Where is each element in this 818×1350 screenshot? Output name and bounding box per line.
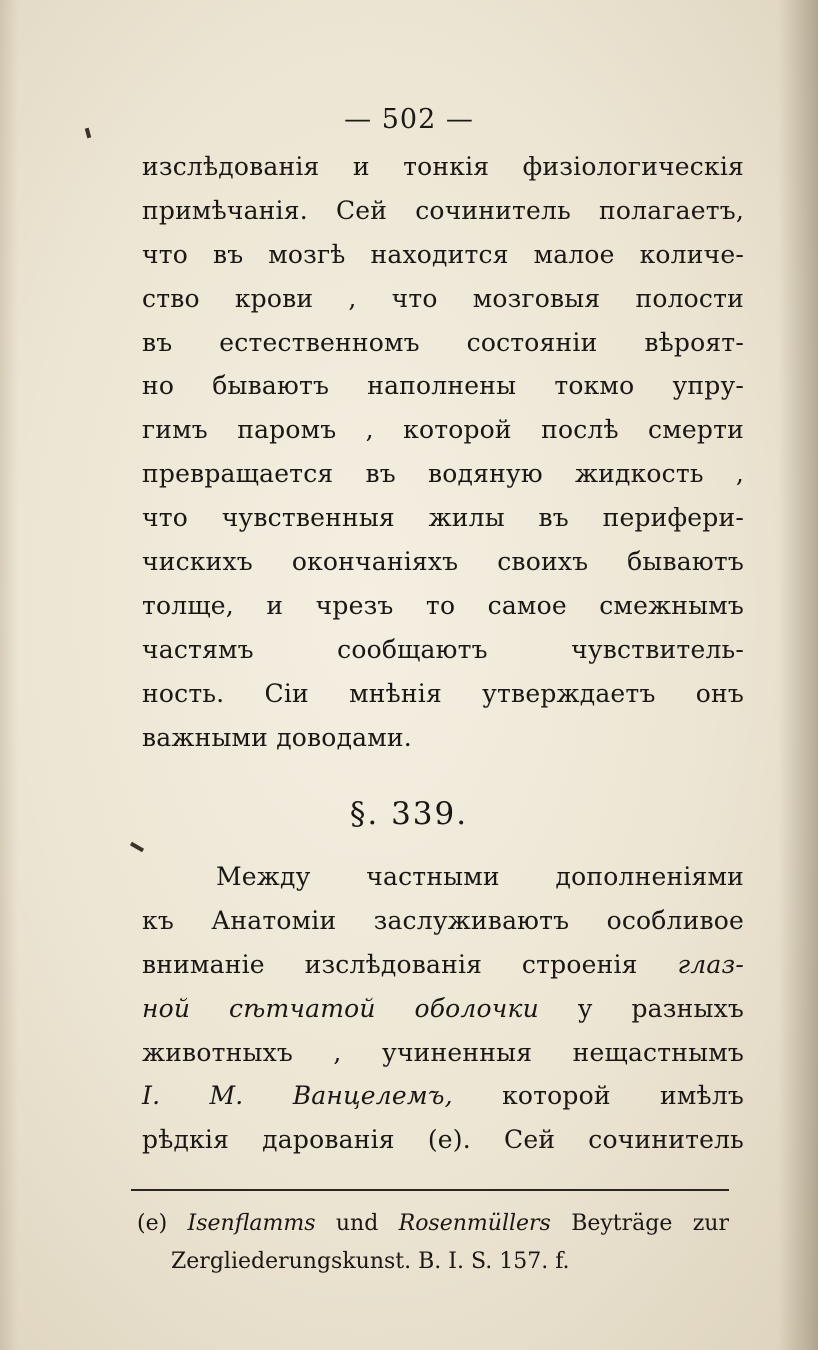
text-line: животныхъ , учиненныя нещастнымъ — [142, 1037, 744, 1067]
text-line — [142, 1074, 744, 1118]
footnote-rule — [131, 1189, 729, 1191]
text-line: къ Анатоміи заслуживаютъ особливое — [142, 905, 744, 935]
text-line: превращается въ водяную жидкость , — [142, 459, 744, 489]
italic-run: Rosenmüllers — [398, 1211, 551, 1236]
text-line: изслѣдованія и тонкія физіологическія — [142, 152, 744, 181]
footnote-line — [137, 1205, 729, 1243]
page-edge-left — [0, 0, 18, 1350]
paragraph-2 — [142, 855, 744, 1162]
footnote-line: Zergliederungskunst. B. I. S. 157. f. — [171, 1249, 570, 1274]
italic-run: ной сѣтчатой оболочки — [142, 993, 539, 1023]
text-run: у разныхъ — [577, 993, 744, 1023]
text-line: ность. Сіи мнѣнія утверждаетъ онъ — [142, 678, 744, 708]
text-line: что въ мозгѣ находится малое количе- — [142, 239, 744, 269]
text-line: рѣдкія дарованія (е). Сей сочинитель — [142, 1125, 744, 1155]
italic-run: глаз- — [677, 949, 744, 979]
text-run: und — [335, 1211, 379, 1236]
text-line: Между частными дополненіями — [216, 862, 744, 891]
text-line: ство крови , что мозговыя полости — [142, 283, 744, 313]
text-line: но бываютъ наполнены токмо упру- — [142, 371, 744, 401]
paragraph-1 — [142, 145, 744, 759]
footnote-marker: (е) — [137, 1211, 168, 1236]
text-run: вниманіе изслѣдованія строенія — [142, 949, 638, 979]
text-line: частямъ сообщаютъ чувствитель- — [142, 634, 744, 664]
text-line — [142, 943, 744, 987]
text-run: Beyträge zur — [571, 1211, 729, 1236]
text-line: что чувственныя жилы въ перифери- — [142, 503, 744, 533]
text-line: толще, и чрезъ то самое смежнымъ — [142, 590, 744, 620]
page-edge-right — [778, 0, 818, 1350]
text-line: чискихъ окончаніяхъ своихъ бываютъ — [142, 547, 744, 577]
text-line: гимъ паромъ , которой послѣ смерти — [142, 415, 744, 445]
text-run: которой имѣлъ — [502, 1081, 745, 1111]
italic-run: I. M. Ванцелемъ, — [142, 1081, 453, 1111]
footnote — [137, 1205, 729, 1281]
text-line: примѣчанія. Сей сочинитель полагаетъ, — [142, 195, 744, 225]
italic-run: Isenflamms — [187, 1211, 316, 1236]
text-line: въ естественномъ состояніи вѣроят- — [142, 327, 744, 357]
section-heading: §. 339. — [349, 796, 469, 832]
text-line — [142, 987, 744, 1031]
ink-speck — [130, 842, 144, 852]
page-number: — 502 — — [344, 104, 474, 135]
text-line: важными доводами. — [142, 722, 412, 752]
